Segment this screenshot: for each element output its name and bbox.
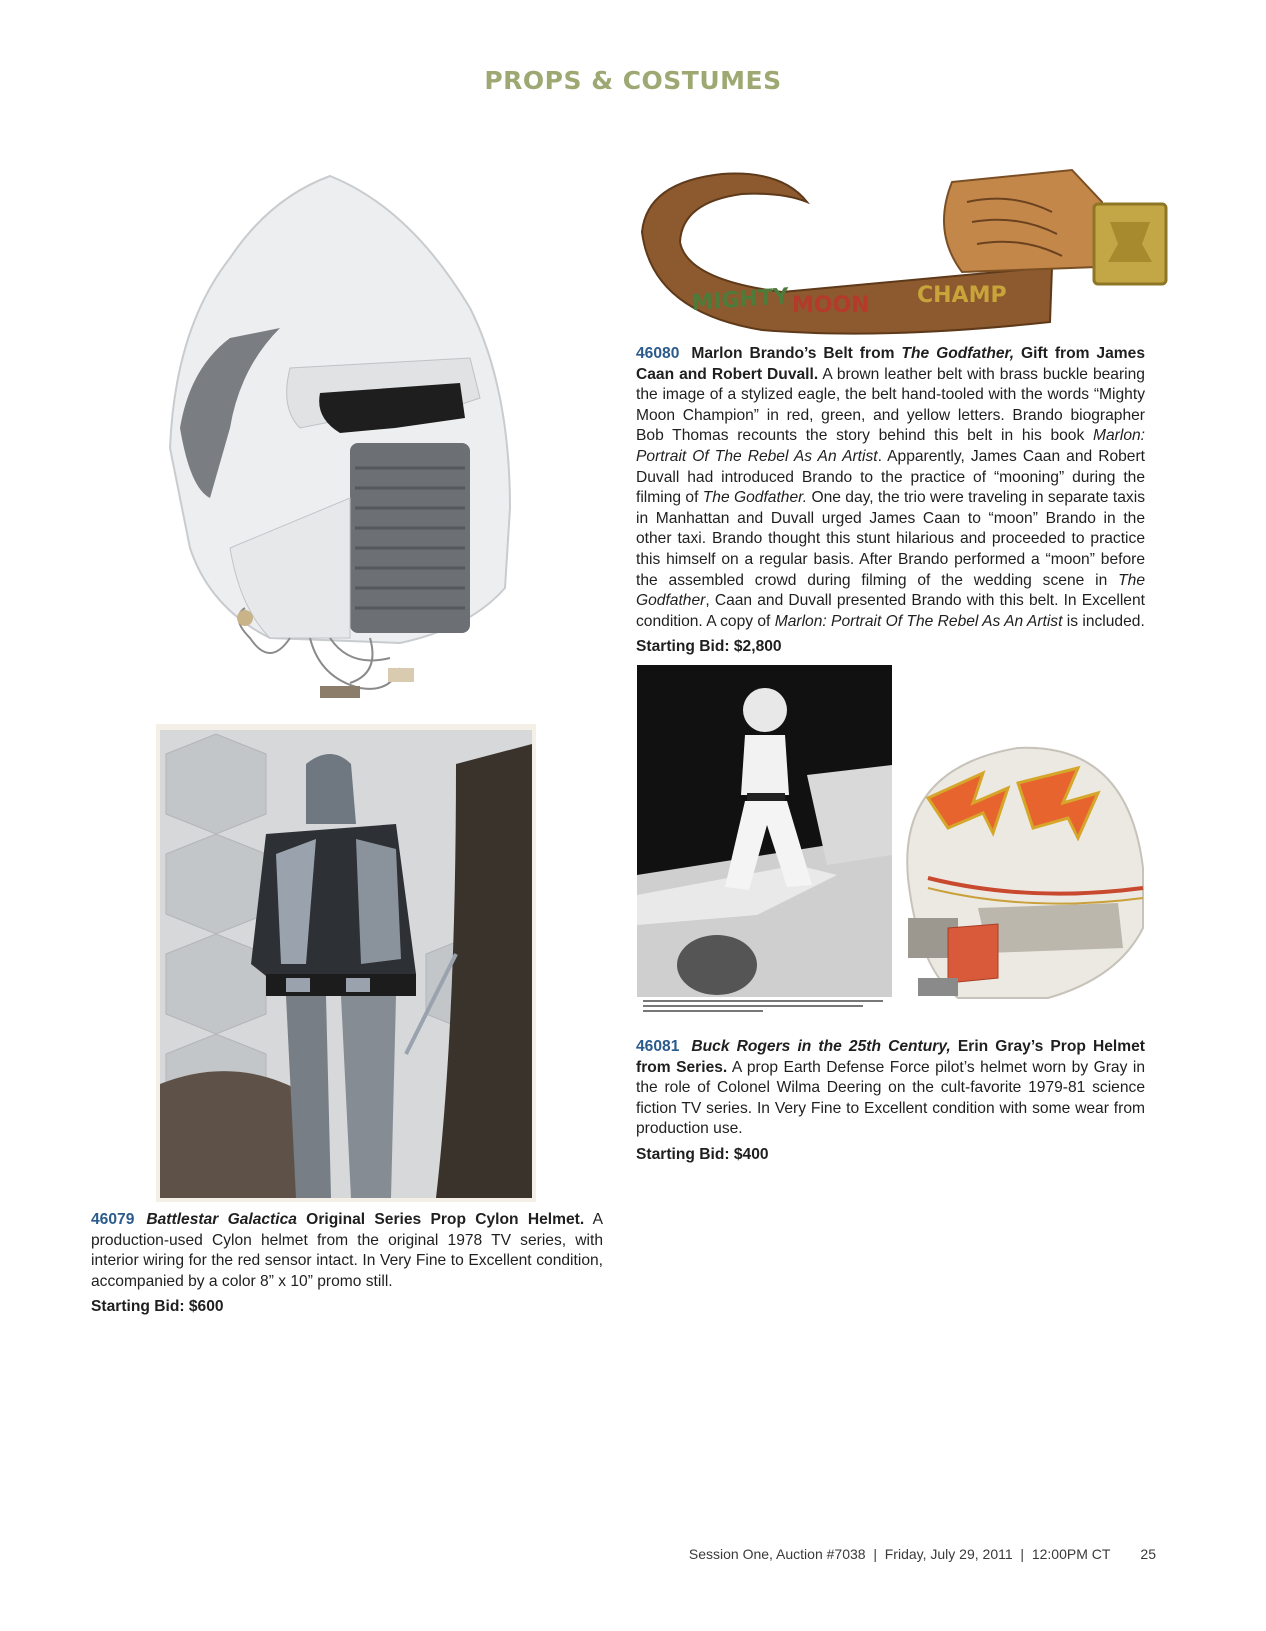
lot-title: Buck Rogers in the 25th Century, Erin Gray’s Prop Helmet from Series. — [636, 1038, 1145, 1076]
starting-bid: Starting Bid: $600 — [91, 1298, 224, 1316]
lot-46079 — [91, 1210, 603, 1318]
svg-text:CHAMP: CHAMP — [917, 283, 1007, 308]
page-number: 25 — [1140, 1546, 1156, 1562]
svg-text:MOON: MOON — [792, 293, 870, 318]
brando-belt-photo — [632, 162, 1172, 340]
cylon-helmet-photo — [150, 168, 590, 713]
svg-text:MIGHTY: MIGHTY — [690, 284, 790, 316]
section-title: PROPS & COSTUMES — [484, 66, 782, 95]
lot-description: A brown leather belt with brass buckle bearing the image of a stylized eagle, the belt hand-tooled with the words “Mighty Moon Champion” in red, green, and yellow letters. Brando biographer Bob Thomas recounts the story behind this belt in his book Marlon: Portrait Of The Rebel As An Artist. Apparently, James Caan and Robert Duvall had introduced Brando to the practice of “mooning” during the filming of The Godfather. One day, the trio were traveling in separate taxis in Manhattan and Duvall urged James Caan to “moon” Brando in the other taxi. Brando thought this stunt hilarious and proceeded to practice this himself on a regular basis. After Brando performed a “moon” before the assembled crowd during filming of the wedding scene in The Godfather, Caan and Duvall presented Brando with this belt. In Excellent condition. A copy of Marlon: Portrait Of The Rebel As An Artist is included. — [636, 365, 1146, 630]
page-footer — [689, 1546, 1156, 1562]
lot-46080 — [636, 344, 1145, 658]
starting-bid: Starting Bid: $2,800 — [636, 638, 782, 656]
lot-number: 46081 — [636, 1038, 680, 1055]
cylon-promo-photo — [156, 724, 536, 1202]
lot-title: Marlon Brando’s Belt from The Godfather, Gift from James Caan and Robert Duvall. — [636, 345, 1145, 383]
footer-auction-info: Session One, Auction #7038 | Friday, July 29, 2011 | 12:00PM CT — [688, 1546, 1111, 1562]
lot-description: A production-used Cylon helmet from the original 1978 TV series, with interior wiring for the red sensor intact. In Very Fine to Excellent condition, accompanied by a color 8” x 10” promo still. — [91, 1211, 603, 1290]
lot-number: 46080 — [636, 345, 680, 362]
starting-bid: Starting Bid: $400 — [636, 1145, 769, 1163]
lot-number: 46079 — [91, 1211, 135, 1228]
lot-46081 — [636, 1037, 1145, 1166]
erin-gray-still-photo — [637, 665, 892, 1017]
lot-description: A prop Earth Defense Force pilot’s helmet worn by Gray in the role of Colonel Wilma Deering on the cult-favorite 1979-81 science fiction TV series. In Very Fine to Excellent condition with some wear from production use. — [636, 1058, 1145, 1138]
lot-title: Battlestar Galactica Original Series Prop Cylon Helmet. — [146, 1211, 585, 1228]
erin-gray-helmet-photo — [888, 728, 1150, 1010]
